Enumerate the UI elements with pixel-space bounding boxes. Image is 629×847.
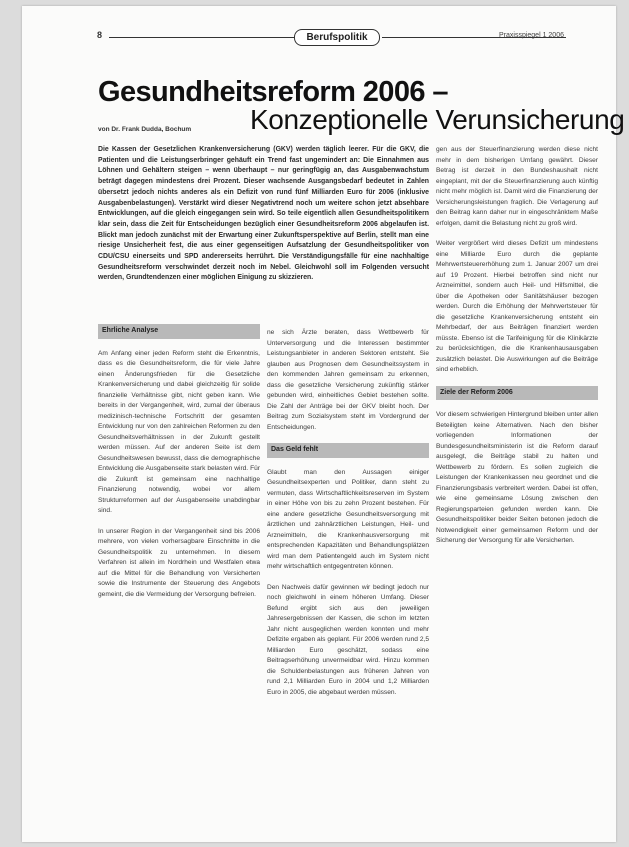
article-lead: Die Kassen der Gesetzlichen Krankenversicherung (GKV) werden täglich leerer. Für die GKV, die Patienten und die Leistungserbringer gehäuft ein Trend fast ungemindert an: Die Einnahmen aus Löhnen und Gehältern steigen – wenn überhaupt – nur geringfügig an, das Ausgabenwachstum beträgt dagegen mindestens drei Prozent. Dieser wachsende Ausgangsbedarf bedeutet in Zahlen übersetzt jedoch nichts anderes als ein Defizit von rund fünf Milliarden Euro für 2006 (inklusive Ausgabenbelastungen). Verstärkt wird dieser Negativtrend noch um weitere schon jetzt absehbare Entwicklungen, auf die gleich eingegangen sein wird. So teile eigentlich allen Gesundheitspolitikern klar sein, dass die Zeit für Entscheidungen bezüglich einer Gesundheitsreform 2006 abgelaufen ist. Blickt man jedoch zunächst mit der Erwartung einer Zukunftsperspektive auf Berlin, stellt man eine riesige Unsicherheit fest, die aus einer gegenseitigen Aufsatzlung der Gesundheitspolitiker von CDU/CSU einerseits und SPD andererseits herrührt. Die Verständigungsfälle für eine nachhaltige Gesundheitsreform verschwindet derzeit noch im Nebel. Gleichwohl soll im Folgenden versucht werden, Grundtendenzen einer möglichen Einigung zu skizzieren. [98,146,429,282]
column-right [436,145,598,557]
page-number: 8 [97,30,103,40]
page-header [22,6,616,46]
paragraph: In unserer Region in der Vergangenheit sind bis 2006 mehrere, von vielen vorhersagbare Einschnitte in die Gesundheitspolitik zu unternehmen. In diesem Verfahren ist allein im Nordrhein und Westfalen etwa auf die Mittel für die Behandlung von Versicherten sowie die Instrumente der Steuerung des Angebots gemeint, die die Vermeidung der Versorgung befreien. [98,527,260,598]
article-title: Gesundheitsreform 2006 – [98,76,448,108]
section-heading: Das Geld fehlt [267,443,429,458]
section-label: Berufspolitik [294,29,380,46]
paragraph: Am Anfang einer jeden Reform steht die Erkenntnis, dass es die Gesundheitsreform, die für viele Jahre einen Änderungsfrieden für die Gesetzliche Krankenversicherung und dabei gleichzeitig für solide finanzielle Verhältnisse gibt, nicht geben kann. Wie bereits in der Vergangenheit, wird, zumal der überaus medizinisch-technische Fortschritt der gesamten Entwicklung nur von den zahlreichen Reformen zu den Gesundheitsverhältnissen in der Zukunft gestellt werden müssen. Auf der anderen Seite ist dem Gesundheitswesen bewusst, dass die demographische Entwicklung die Ausgabenseite stark belasten wird. Für die Zukunft ist gemeinsam eine nachhaltige Finanzierung notwendig, wobei vor allem Strukturreformen auf der Ausgabenseite unabdingbar sind. [98,349,260,514]
issue-label: Praxisspiegel 1 2006 [499,32,564,39]
paragraph: Den Nachweis dafür gewinnen wir bedingt jedoch nur noch gleichwohl in einem höheren Umfang. Dieser Befund ergibt sich aus den jeweiligen Jahresergebnissen der Kassen, die schon im letzten Jahr nicht ausgeglichen werden konnten und mehr Defizite ergaben als geplant. Für 2006 werden rund 2,5 Milliarden Euro geschätzt, sodass eine Beitragserhöhung unvermeidbar wird. Hinzu kommen die Schuldenbelastungen aus früheren Jahren von rund 2,1 Milliarden Euro in 2004 und 1,2 Milliarden Euro in 2005, die abgebaut werden müssen. [267,583,429,696]
article-author: von Dr. Frank Dudda, Bochum [98,126,192,133]
section-heading: Ziele der Reform 2006 [436,386,598,401]
column-left [98,328,260,610]
magazine-page [22,6,625,842]
article-subtitle: Konzeptionelle Verunsicherung [250,104,625,135]
section-heading: Ehrliche Analyse [98,324,260,339]
paragraph: Weiter vergrößert wird dieses Defizit um mindestens eine Milliarde Euro durch die geplante Mehrwertsteuererhöhung zum 1. Januar 2007 um drei auf 19 Prozent. Hierbei betroffen sind nicht nur Arzneimittel, sondern auch Heil- und Hilfsmittel, die über die Apotheken oder Sanitätshäuser bezogen werden. Durch die Erhöhung der Mehrwertsteuer für die gesetzliche Krankenversicherung entsteht ein Mehrbedarf, der aus Beiträgen finanziert werden müsste. Ebenso ist die Tarifeinigung für die Klinikärzte zu berücksichtigen, die die Krankenhausausgaben zusätzlich belastet. Die Auswirkungen auf die Beiträge sind erheblich. [436,240,598,373]
paragraph: Glaubt man den Aussagen einiger Gesundheitsexperten und Politiker, dann steht zu vermuten, dass Wirtschaftlichkeitsreserven im System in einer Höhe von bis zu zehn Prozent bestehen. Für eine andere gesetzliche Gesundheitsversorgung mit ärztlichen und zahnärztlichen Leistungen, Heil- und Arzneimitteln, die Krankenhausversorgung mit entsprechenden Kapazitäten und Behandlungsplätzen wird man dem Patientengeld auch im System nicht mehr wirtschaftlich entgegentreten können. [267,468,429,570]
paragraph: gen aus der Steuerfinanzierung werden diese nicht mehr in dem bisherigen Umfang gewährt. Dieser Betrag ist derzeit in den Bundeshaushalt nicht eingeplant, mit der die Steuerfinanzierung auch künftig nicht mehr möglich ist. Damit wird die Finanzierung der Versicherungsleistungen fraglich. Die Verlagerung auf den Beitrag kann daher nur in eingeschränktem Maße erfolgen, damit die Belastung nicht zu groß wird. [436,146,598,227]
paragraph: Vor diesem schwierigen Hintergrund bleiben unter allen Beteiligten keine Alternativen. Nach den bisher vorliegenden Informationen der Bundesgesundheitsministerin ist die Reform darauf ausgelegt, die Beiträge stabil zu halten und Wettbewerb zu fördern. Es sollen zugleich die Leistungen der Krankenkassen neu geordnet und die Finanzierungsbasis verbreitert werden. Dabei ist offen, wie eine gemeinsame Lösung zwischen den Regierungsparteien gefunden werden kann. Die Gesundheitspolitiker beider Seiten betonen jedoch die Notwendigkeit einer gemeinsamen Reform und der Sicherung der Versorgung für alle Versicherten. [436,411,598,544]
column-middle [267,328,429,708]
paragraph: ne sich Ärzte beraten, dass Wettbewerb für Unterversorgung und die Interessen bestimmter Leistungsanbieter in anderen Sektoren entsteht. Sie glauben aus Prognosen dem Gesundheitssystem in den kommenden Jahren gemeinsam zu erkennen, dass die gesetzliche Versicherung zukünftig stärker gebunden wird, einheitliches Gebiet bestehen sollte. Die Zahl der Anträge bei der GKV bleibt hoch. Der Beitrag zum Sozialsystem steht im Vordergrund der Entscheidungen. [267,329,429,431]
